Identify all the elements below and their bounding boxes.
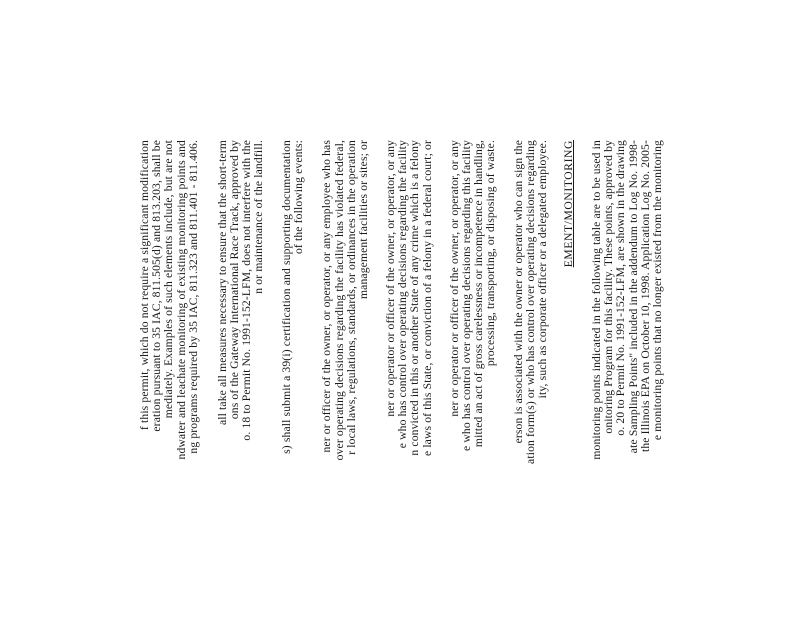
paragraph-line: erson is associated with the owner or operator who can sign the bbox=[512, 140, 525, 444]
paragraph-line: e monitoring points that no longer existed from the monitoring bbox=[651, 140, 664, 441]
paragraph-line: management facilities or sites; or bbox=[357, 140, 370, 299]
paragraph-line: processing, transporting, or disposing of waste. bbox=[484, 140, 497, 367]
paragraph-line: e who has control over operating decisions regarding this facility bbox=[460, 140, 473, 451]
paragraph-line: mediately. Examples of such elements include, but are not bbox=[162, 140, 175, 419]
paragraph-line: r local laws, regulations, standards, or ordinances in the operation bbox=[345, 140, 358, 455]
paragraph-line: over operating decisions regarding the facility has violated federal, bbox=[333, 140, 346, 461]
paragraph-line: eration pursuant to 35 IAC, 811.505(d) and 813.203, shall be bbox=[150, 140, 163, 432]
paragraph-line: ner or operator or officer of the owner, or operator, or any bbox=[448, 140, 461, 417]
paragraph-line: ner or officer of the owner, or operator, or any employee who has bbox=[320, 140, 333, 453]
paragraph-line: f this permit, which do not require a significant modification bbox=[138, 140, 151, 431]
paragraph-line: s) shall submit a 39(i) certification and supporting documentation bbox=[280, 140, 293, 454]
rotated-text-block bbox=[138, 140, 678, 618]
paragraph-line: onitoring Program for this facility. These points, approved by bbox=[602, 140, 615, 434]
paragraph-line: ity, such as corporate officer or a delegated employee. bbox=[536, 140, 549, 399]
paragraph-line: n or maintenance of the landfill. bbox=[252, 140, 265, 294]
paragraph-line: mitted an act of gross carelessness or incompetence in handling, bbox=[472, 140, 485, 448]
paragraph-line: e who has control over operating decisions regarding the facility bbox=[396, 140, 409, 449]
paragraph-line: ons of the Gateway International Race Track, approved by bbox=[228, 140, 241, 420]
paragraph-line: o. 20 to Permit No. 1991-152-LFM, are shown in the drawing bbox=[614, 140, 627, 436]
paragraph-line: ng programs required by 35 IAC, 811.323 and 811.401 - 811.406. bbox=[187, 140, 200, 454]
paragraph-line: o. 18 to Permit No. 1991-152-LFM, does not interfere with the bbox=[240, 140, 253, 441]
paragraph-line: e laws of this State, or conviction of a felony in a federal court; or bbox=[421, 140, 434, 457]
paragraph-line: monitoring points indicated in the following table are to be used in bbox=[590, 140, 603, 460]
paragraph-line: all take all measures necessary to ensure that the short-term bbox=[216, 140, 229, 426]
paragraph-line: of the following events: bbox=[292, 140, 305, 255]
paragraph-line: ndwater and leachate monitoring of existing monitoring points and bbox=[175, 140, 188, 460]
paragraph-line: n convicted in this or another State of any crime which is a felony bbox=[408, 140, 421, 456]
paragraph-line: ate Sampling Points" included in the addendum to Log No. 1998- bbox=[627, 140, 640, 454]
paragraph-line: ation form(s) or who has control over operating decisions regarding bbox=[524, 140, 537, 464]
paragraph-line: the Illinois EPA on October 10, 1998. Application Log No. 2005- bbox=[639, 140, 652, 453]
section-heading: EMENT/MONITORING bbox=[562, 140, 575, 268]
paragraph-line: ner or operator or officer of the owner, or operator, or any bbox=[384, 140, 397, 417]
